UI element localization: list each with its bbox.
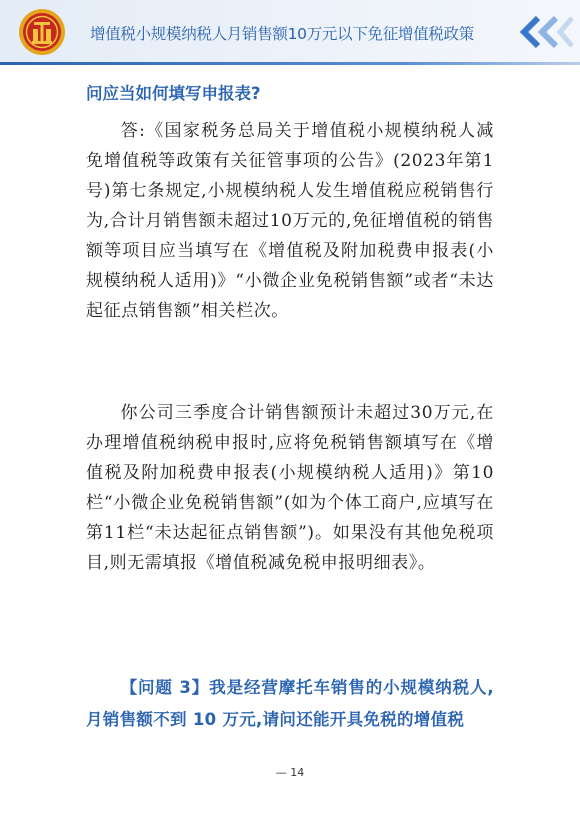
second-paragraph-text: 你公司三季度合计销售额预计未超过30万元,在办理增值税纳税申报时,应将免税销售额填写在《增值税及附加税费申报表(小规模纳税人适用)》第10栏“小微企业免税销售额”(如为个体工商户,应填写在第11栏“未达起征点销售额”)。如果没有其他免税项目,则无需填报《增值税减免税申报明细表》。 <box>86 403 494 573</box>
double-chevron-icon <box>508 16 574 48</box>
answer-paragraph <box>86 116 494 326</box>
header-title: 增值税小规模纳税人月销售额10万元以下免征增值税政策 <box>90 25 474 43</box>
question-3-text: 我是经营摩托车销售的小规模纳税人,月销售额不到 10 万元,请问还能开具免税的增值税 <box>86 678 494 729</box>
page-header <box>0 0 580 64</box>
header-divider <box>0 62 580 65</box>
tax-emblem-icon <box>18 8 66 56</box>
question-continuation: 问应当如何填写申报表? <box>86 84 261 103</box>
question-3 <box>86 672 494 736</box>
answer-text: 答:《国家税务总局关于增值税小规模纳税人减免增值税等政策有关征管事项的公告》(2023年第1号)第七条规定,小规模纳税人发生增值税应税销售行为,合计月销售额未超过10万元的,免征增值税的销售额等项目应当填写在《增值税及附加税费申报表(小规模纳税人适用)》“小微企业免税销售额”或者“未达起征点销售额”相关栏次。 <box>86 121 494 321</box>
second-paragraph <box>86 398 494 578</box>
question-3-label: 【问题 3】 <box>120 678 210 697</box>
page-number: — 14 <box>275 766 305 779</box>
